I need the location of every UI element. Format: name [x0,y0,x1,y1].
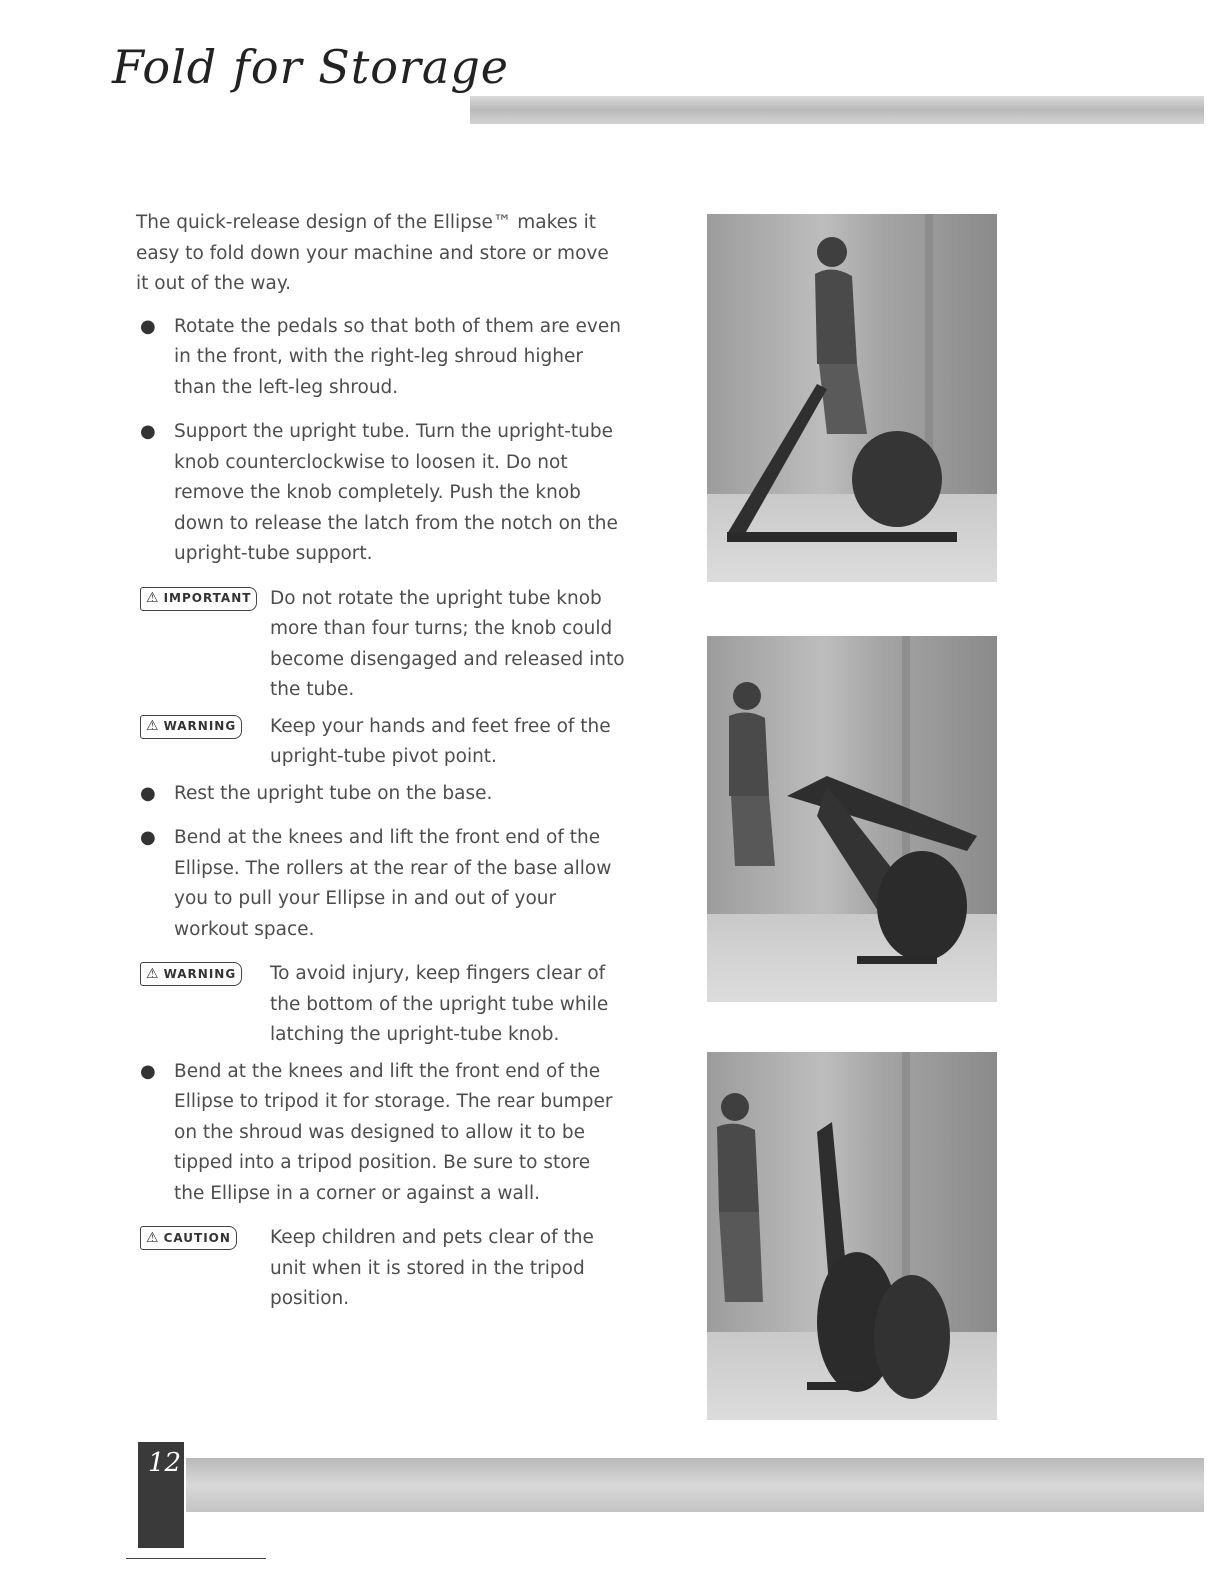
warning-triangle-icon: ⚠ [146,965,160,982]
photo-step-rotate-pedals [707,214,997,582]
step-text: Rotate the pedals so that both of them are even in the front, with the right-leg shroud higher than the left-leg shroud. [174,315,621,398]
warning-triangle-icon: ⚠ [146,1229,160,1246]
page-number-box [138,1442,184,1548]
bullet-icon: ● [140,782,156,804]
intro-paragraph: The quick-release design of the Ellipse™ makes it easy to fold down your machine and store or move it out of the way. [136,212,609,294]
important-badge [140,587,257,611]
footer-rule [126,1558,266,1559]
notice-text: Keep children and pets clear of the unit when it is stored in the tripod position. [270,1227,594,1309]
header-bar [470,96,1204,124]
notice-text: Keep your hands and feet free of the upright-tube pivot point. [270,715,611,767]
elliptical-illustration [707,1052,997,1420]
badge-label: WARNING [163,719,237,734]
notice-text: To avoid injury, keep fingers clear of the bottom of the upright tube while latching the upright-tube knob. [270,963,609,1045]
step-5 [136,1057,626,1210]
warning-badge [140,962,242,986]
step-2 [136,417,626,570]
step-text: Support the upright tube. Turn the upright-tube knob counterclockwise to loosen it. Do not remove the knob completely. Push the knob down to release the latch from the notch on the upright-tube support. [174,421,618,564]
badge-label: WARNING [163,966,237,981]
warning-triangle-icon: ⚠ [146,590,160,607]
step-4 [136,823,626,945]
notice-text: Do not rotate the upright tube knob more than four turns; the knob could become disengaged and released into the tube. [270,587,625,700]
step-text: Rest the upright tube on the base. [174,782,493,804]
caution-badge [140,1226,237,1250]
warning-notice-1 [136,712,626,773]
bullet-icon: ● [140,421,156,442]
step-text: Bend at the knees and lift the front end of the Ellipse. The rollers at the rear of the base allow you to pull your Ellipse in and out of your workout space. [174,827,612,940]
badge-label: IMPORTANT [163,591,252,606]
step-text: Bend at the knees and lift the front end of the Ellipse to tripod it for storage. The rear bumper on the shroud was designed to allow it to be tipped into a tripod position. Be sure to store the Ellipse in a corner or against a wall. [174,1060,613,1204]
bullet-icon: ● [140,827,156,848]
badge-label: CAUTION [163,1230,231,1245]
warning-badge [140,715,242,739]
elliptical-illustration [707,214,997,582]
caution-notice [136,1223,626,1315]
important-notice [136,584,626,706]
photo-step-lift-front [707,636,997,1002]
photo-step-tripod [707,1052,997,1420]
warning-notice-2 [136,959,626,1051]
warning-triangle-icon: ⚠ [146,718,160,735]
page-title: Fold for Storage [112,40,509,94]
footer-bar [186,1458,1204,1512]
elliptical-illustration [707,636,997,1002]
bullet-icon: ● [140,1060,156,1082]
step-3 [136,779,626,810]
step-1 [136,312,626,404]
instructions [136,208,626,1321]
page-number: 12 [148,1448,182,1478]
bullet-icon: ● [140,315,156,337]
